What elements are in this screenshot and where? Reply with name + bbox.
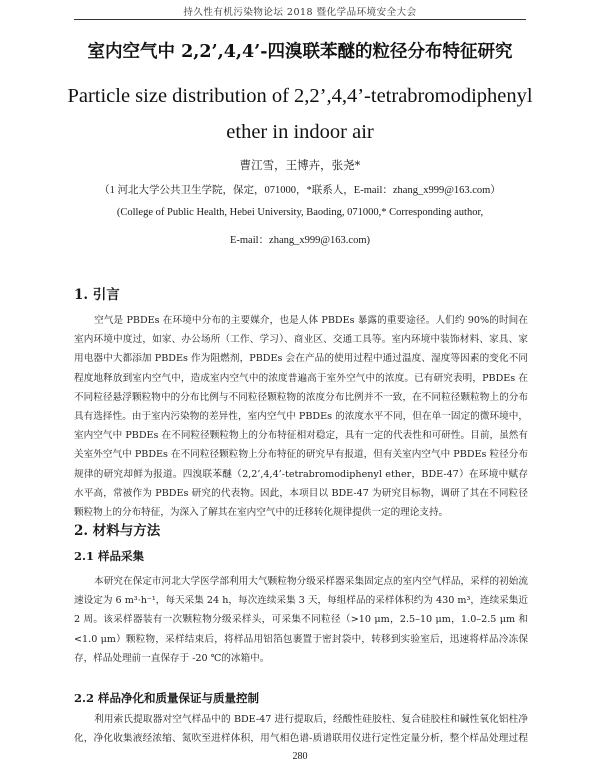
affiliation-chinese: （1 河北大学公共卫生学院，保定，071000，*联系人，E-mail：zhang_x999@163.com） [99, 185, 501, 196]
author-name: 张尧* [331, 158, 361, 172]
sampling-text: 本研究在保定市河北大学医学部利用大气颗粒物分级采样器采集固定点的室内空气样品，采样的初始流速设定为 6 m³·h⁻¹，每天采集 24 h，每次连续采集 3 天，每组样品的采样体积约为 430 m³，连续采集近 2 周。该采样器装有一次颗粒物分级采样头，可采集不同粒径（>10 μm，2.5–10 μm，1.0–2.5 μm 和<1.0 μm）颗粒物，采样结束后，将样品用铝箔包裹置于密封袋中，转移到实验室后，迅速将样品冷冻保存，样品处理前一直保存于 -20 ℃的冰箱中。 [74, 576, 528, 664]
affiliation-english: (College of Public Health, Hebei University, Baoding, 071000,* Corresponding author, [116, 207, 484, 218]
author-name: 曹江雪 [239, 158, 275, 172]
chinese-title: 室内空气中 2,2’,4,4’-四溴联苯醚的粒径分布特征研究 [87, 42, 513, 62]
introduction-paragraph [74, 311, 528, 522]
purification-text: 利用索氏提取器对空气样品中的 BDE-47 进行提取后，经酸性硅胶柱、复合硅胶柱和碱性氧化铝柱净化，净化收集液经浓缩、氮吹至进样体积，用气相色谱-质谱联用仪进行定性定量分析，整个样品处理过程 [74, 714, 528, 745]
subsection-heading-sampling: 2.1 样品采集 [74, 549, 145, 563]
section-heading-materials-methods: 2. 材料与方法 [74, 523, 161, 539]
affiliation-email: E-mail：zhang_x999@163.com) [229, 235, 370, 246]
page-number: 280 [292, 751, 308, 762]
author-list: 曹江雪，王博卉，张尧* [239, 158, 361, 172]
author-name: 王博卉 [285, 158, 321, 172]
introduction-text: 空气是 PBDEs 在环境中分布的主要媒介，也是人体 PBDEs 暴露的重要途径。人们约 90%的时间在室内环境中度过，如家、办公场所（工作、学习）、商业区、交通工具等。室内环境中装饰材料、家具、家用电器中大都添加 PBDEs 作为阻燃剂，PBDEs 会在产品的使用过程中通过温度、湿度等因素的变化不同程度地释放到室内空气中，造成室内空气中的浓度普遍高于室外空气中的浓度。已有研究表明，PBDEs 在不同粒径悬浮颗粒物中的分布比例与不同粒径颗粒物的浓度分布比例并不一致，在不同粒径颗粒物上的分布具有选择性。由于室内污染物的差异性，室内空气中 PBDEs 的浓度水平不同，但在单一固定的微环境中，室内空气中 PBDEs 在不同粒径颗粒物上的分布特征相对稳定，具有一定的代表性和可研性。目前，虽然有关室外空气中 PBDEs 在不同粒径颗粒物上分布特征的研究早有报道，但有关室内空气中 PBDEs 粒径分布规律的研究却鲜为报道。四溴联苯醚（2,2’,4,4’-tetrabromodiphenyl ether，BDE-47）在环境中赋存水平高，常被作为 PBDEs 研究的代表物。因此，本项目以 BDE-47 为研究目标物，调研了其在不同粒径颗粒物上的分布特征，为深入了解其在室内空气中的迁移转化规律提供一定的理论支持。 [74, 315, 528, 519]
header-rule [74, 19, 526, 20]
english-title-line-2: ether in indoor air [226, 121, 374, 143]
english-title-line-1: Particle size distribution of 2,2’,4,4’-tetrabromodiphenyl [67, 85, 533, 107]
sampling-paragraph [74, 572, 528, 668]
running-head: 持久性有机污染物论坛 2018 暨化学品环境安全大会 [183, 7, 417, 18]
purification-paragraph [74, 710, 528, 748]
section-heading-introduction: 1. 引言 [74, 287, 120, 303]
subsection-heading-purification-qaqc: 2.2 样品净化和质量保证与质量控制 [74, 691, 260, 705]
